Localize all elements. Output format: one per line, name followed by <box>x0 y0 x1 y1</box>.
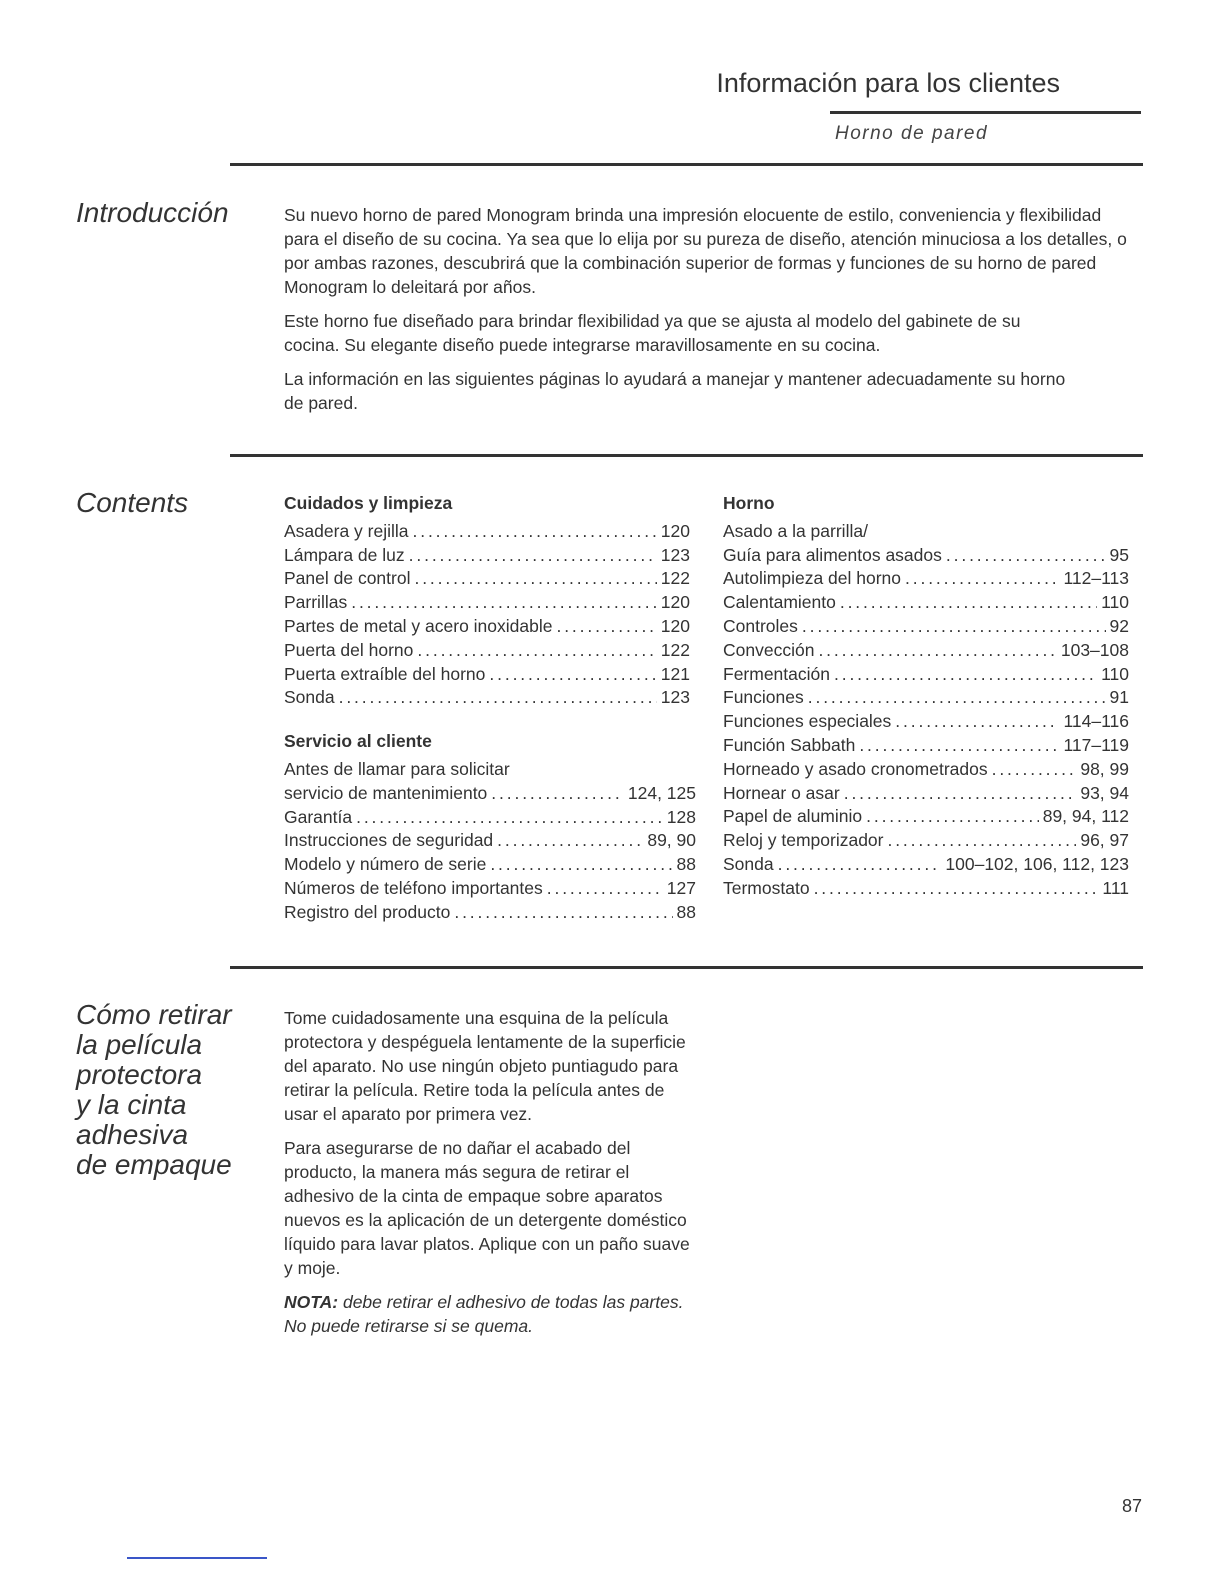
dot-leader <box>859 734 1059 758</box>
dot-leader <box>409 544 657 568</box>
toc-entry-label: Función Sabbath <box>723 734 856 755</box>
toc-entry-label: Calentamiento <box>723 592 836 613</box>
toc-entry-page: 103–108 <box>1060 639 1129 660</box>
toc-entry-label: Sonda <box>284 687 335 708</box>
toc-entry-label: Funciones especiales <box>723 711 892 732</box>
toc-entry <box>723 877 1129 901</box>
toc-entry <box>723 805 1129 829</box>
toc-entry-page: 111 <box>1102 877 1129 898</box>
toc-entry-page: 93, 94 <box>1080 782 1129 803</box>
toc-entry-label: Reloj y temporizador <box>723 830 884 851</box>
toc-entry <box>284 901 696 925</box>
dot-leader <box>844 782 1077 806</box>
dot-leader <box>547 877 663 901</box>
dot-leader <box>497 829 643 853</box>
header-title: Información para los clientes <box>716 68 1060 98</box>
toc-entry-label: Lámpara de luz <box>284 544 405 565</box>
intro-paragraph: Este horno fue diseñado para brindar flexibilidad ya que se ajusta al modelo del gabinete de su cocina. Su elegante diseño puede integrarse maravillosamente en su cocina. <box>284 311 1021 355</box>
toc-entry-text: Asado a la parrilla/ <box>723 520 868 541</box>
toc-entry-page: 110 <box>1101 592 1129 613</box>
toc-entry-label: Hornear o asar <box>723 782 840 803</box>
dot-leader <box>490 853 672 877</box>
dot-leader <box>339 686 657 710</box>
toc-entry-page: 120 <box>660 520 690 541</box>
contents-heading: Contents <box>76 487 189 518</box>
page-number: 87 <box>1122 1496 1143 1516</box>
toc-entry <box>723 639 1129 663</box>
intro-body <box>284 203 1134 425</box>
toc-entry-page: 121 <box>660 663 690 684</box>
toc-entry-text: Antes de llamar para solicitar <box>284 758 510 779</box>
toc-entry-page: 100–102, 106, 112, 123 <box>945 853 1129 874</box>
dot-leader <box>946 544 1106 568</box>
toc-entry-page: 92 <box>1109 615 1129 636</box>
toc-entry <box>284 520 690 544</box>
toc-entry-page: 98, 99 <box>1080 758 1129 779</box>
dot-leader <box>887 829 1076 853</box>
intro-paragraph: La información en las siguientes páginas lo ayudará a manejar y mantener adecuadamente su horno de pared. <box>284 369 1066 413</box>
toc-section-title: Servicio al cliente <box>284 731 432 752</box>
divider <box>230 454 1143 457</box>
toc-entry-page: 123 <box>660 544 690 565</box>
note-label: NOTA: <box>284 1292 339 1312</box>
dot-leader <box>454 901 672 925</box>
toc-entry-label: Puerta extraíble del horno <box>284 663 486 684</box>
heading-line: adhesiva <box>76 1119 189 1150</box>
dot-leader <box>818 639 1056 663</box>
dot-leader <box>834 663 1097 687</box>
heading-line: la película <box>76 1029 203 1060</box>
intro-heading: Introducción <box>76 197 229 228</box>
toc-entry-label: Asadera y rejilla <box>284 520 409 541</box>
toc-entry-label: Números de teléfono importantes <box>284 877 543 898</box>
toc-entry <box>723 591 1129 615</box>
toc-entry-page: 120 <box>660 592 690 613</box>
note <box>284 1290 694 1338</box>
dot-leader <box>778 853 942 877</box>
toc-entry-label: Autolimpieza del horno <box>723 568 902 589</box>
toc-entry <box>723 615 1129 639</box>
toc-entry-page: 88 <box>676 901 696 922</box>
divider <box>230 163 1143 166</box>
toc-entry-page: 120 <box>660 615 690 636</box>
toc-entry-label: Termostato <box>723 877 810 898</box>
toc-entry <box>284 853 696 877</box>
dot-leader <box>413 520 657 544</box>
toc-entry-page: 112–113 <box>1063 568 1129 589</box>
toc-entry <box>284 567 690 591</box>
toc-entry <box>284 806 696 830</box>
toc-entry-label: Partes de metal y acero inoxidable <box>284 615 553 636</box>
dot-leader <box>808 686 1106 710</box>
heading-line: y la cinta <box>76 1089 187 1120</box>
toc-entry <box>723 782 1129 806</box>
toc-entry <box>284 615 690 639</box>
toc-entry-page: 91 <box>1109 687 1129 708</box>
toc-right-column <box>723 492 1129 901</box>
divider <box>230 966 1143 969</box>
toc-entry-label: Horneado y asado cronometrados <box>723 758 988 779</box>
toc-entry-page: 114–116 <box>1063 711 1129 732</box>
dot-leader <box>417 639 656 663</box>
dot-leader <box>840 591 1097 615</box>
toc-entry <box>723 567 1129 591</box>
toc-entry <box>723 853 1129 877</box>
toc-entry-page: 122 <box>660 639 690 660</box>
dot-leader <box>905 567 1059 591</box>
dot-leader <box>491 782 624 806</box>
toc-entry <box>284 829 696 853</box>
dot-leader <box>992 758 1077 782</box>
toc-entry-label: Controles <box>723 615 798 636</box>
toc-entry <box>284 782 696 806</box>
toc-entry-label: Garantía <box>284 806 353 827</box>
toc-entry-page: 124, 125 <box>627 782 696 803</box>
toc-entry <box>723 663 1129 687</box>
toc-entry-label: Fermentación <box>723 663 830 684</box>
toc-entry-label: Parrillas <box>284 592 348 613</box>
toc-entry-label: Guía para alimentos asados <box>723 544 942 565</box>
dot-leader <box>351 591 657 615</box>
toc-entry-label: Modelo y número de serie <box>284 854 487 875</box>
toc-section-title: Horno <box>723 493 775 513</box>
dot-leader <box>895 710 1059 734</box>
dot-leader <box>802 615 1106 639</box>
toc-entry-page: 123 <box>660 687 690 708</box>
toc-entry <box>723 734 1129 758</box>
dot-leader <box>814 877 1099 901</box>
footer-line <box>127 1557 267 1559</box>
toc-section-title: Cuidados y limpieza <box>284 493 453 513</box>
toc-entry-label: Convección <box>723 639 815 660</box>
toc-entry-label: Funciones <box>723 687 804 708</box>
film-body <box>284 1006 694 1348</box>
film-paragraph: Tome cuidadosamente una esquina de la película protectora y despéguela lentamente de la superficie del aparato. No use ningún objeto puntiagudo para retirar la película. Retire toda la película antes de usar el aparato por primera vez. <box>284 1008 686 1124</box>
toc-entry-page: 89, 94, 112 <box>1042 806 1129 827</box>
toc-left-column <box>284 492 696 925</box>
dot-leader <box>356 806 663 830</box>
toc-entry <box>284 591 690 615</box>
dot-leader <box>489 663 656 687</box>
header-rule <box>830 111 1141 114</box>
toc-entry-label: Instrucciones de seguridad <box>284 830 494 851</box>
toc-entry-label: servicio de mantenimiento <box>284 782 488 803</box>
toc-entry-page: 128 <box>666 806 696 827</box>
note-text: debe retirar el adhesivo de todas las partes. No puede retirarse si se quema. <box>284 1292 684 1336</box>
toc-entry-page: 122 <box>660 568 690 589</box>
dot-leader <box>414 567 656 591</box>
toc-entry <box>284 663 690 687</box>
toc-entry <box>284 877 696 901</box>
toc-entry-label: Papel de aluminio <box>723 806 863 827</box>
toc-entry-label: Sonda <box>723 853 774 874</box>
toc-entry-page: 117–119 <box>1063 734 1129 755</box>
toc-entry <box>723 710 1129 734</box>
toc-entry-page: 89, 90 <box>647 830 696 851</box>
toc-entry-label: Registro del producto <box>284 901 451 922</box>
toc-entry-page: 95 <box>1109 544 1129 565</box>
heading-line: protectora <box>76 1059 203 1090</box>
toc-entry <box>284 686 690 710</box>
toc-entry-page: 110 <box>1101 663 1129 684</box>
dot-leader <box>866 805 1039 829</box>
toc-entry <box>723 829 1129 853</box>
toc-entry-label: Puerta del horno <box>284 639 414 660</box>
toc-entry <box>284 544 690 568</box>
toc-entry-page: 127 <box>666 877 696 898</box>
film-paragraph: Para asegurarse de no dañar el acabado del producto, la manera más segura de retirar el adhesivo de la cinta de empaque sobre aparatos nuevos es la aplicación de un detergente doméstico líquido para lavar platos. Aplique con un paño suave y moje. <box>284 1138 690 1278</box>
header-subtitle: Horno de pared <box>835 123 989 144</box>
toc-entry-label: Panel de control <box>284 568 411 589</box>
dot-leader <box>556 615 656 639</box>
intro-paragraph: Su nuevo horno de pared Monogram brinda una impresión elocuente de estilo, conveniencia y flexibilidad para el diseño de su cocina. Ya sea que lo elija por su pureza de diseño, atención minuciosa a los detalles, o por ambas razones, descubrirá que la combinación superior de formas y funciones de su horno de pared Monogram lo deleitará por años. <box>284 205 1127 297</box>
toc-entry-page: 96, 97 <box>1080 830 1129 851</box>
toc-entry <box>284 639 690 663</box>
heading-line: de empaque <box>76 1149 232 1180</box>
toc-entry <box>723 758 1129 782</box>
heading-line: Cómo retirar <box>76 999 232 1030</box>
toc-entry <box>723 686 1129 710</box>
toc-entry <box>723 544 1129 568</box>
toc-entry-page: 88 <box>676 854 696 875</box>
film-heading <box>76 1000 232 1180</box>
